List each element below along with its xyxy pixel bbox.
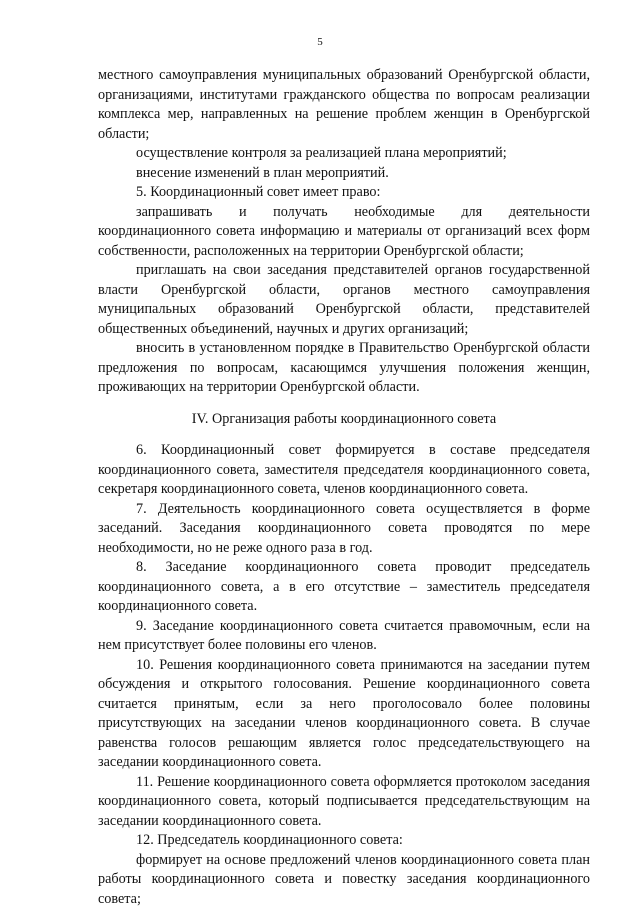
paragraph-item-9: 9. Заседание координационного совета считается правомочным, если на нем присутствует более половины его членов. [98, 617, 590, 656]
paragraph-invite: приглашать на свои заседания представителей органов государственной власти Оренбургской области, органов местного самоуправления муниципальных образований Оренбургской области, представителей общественных объединений, научных и других организаций; [98, 261, 590, 339]
paragraph-item-5: 5. Координационный совет имеет право: [98, 183, 590, 203]
paragraph-item-10: 10. Решения координационного совета принимаются на заседании путем обсуждения и открытого голосования. Решение координационного совета считается принятым, если за него проголосовало более половины присутствующих на заседании членов координационного совета. В случае равенства голосов решающим является голос председательствующего на заседании координационного совета. [98, 656, 590, 773]
section-heading: IV. Организация работы координационного совета [98, 410, 590, 430]
paragraph-item-11: 11. Решение координационного совета оформляется протоколом заседания координационного совета, который подписывается председательствующим на заседании координационного совета. [98, 773, 590, 832]
paragraph-request-info: запрашивать и получать необходимые для деятельности координационного совета информацию и материалы от организаций всех форм собственности, расположенных на территории Оренбургской области; [98, 203, 590, 262]
paragraph-proposals: вносить в установленном порядке в Правительство Оренбургской области предложения по вопросам, касающимся улучшения положения женщин, проживающих на территории Оренбургской области. [98, 339, 590, 398]
page-number: 5 [0, 36, 640, 48]
paragraph-item-7: 7. Деятельность координационного совета осуществляется в форме заседаний. Заседания координационного совета проводятся по мере необходимости, но не реже одного раза в год. [98, 500, 590, 559]
paragraph-item-8: 8. Заседание координационного совета проводит председатель координационного совета, а в его отсутствие – заместитель председателя координационного совета. [98, 558, 590, 617]
paragraph-continuation: местного самоуправления муниципальных образований Оренбургской области, организациями, институтами гражданского общества по вопросам реализации комплекса мер, направленных на решение проблем женщин в Оренбургской области; [98, 66, 590, 144]
paragraph-item-12: 12. Председатель координационного совета: [98, 831, 590, 851]
paragraph-item-6: 6. Координационный совет формируется в составе председателя координационного совета, заместителя председателя координационного совета, секретаря координационного совета, членов координационного совета. [98, 441, 590, 500]
paragraph-forms-plan: формирует на основе предложений членов координационного совета план работы координационного совета и повестку заседания координационного совета; [98, 851, 590, 909]
paragraph-control: осуществление контроля за реализацией плана мероприятий; [98, 144, 590, 164]
paragraph-plan-changes: внесение изменений в план мероприятий. [98, 164, 590, 184]
document-body [98, 66, 590, 909]
